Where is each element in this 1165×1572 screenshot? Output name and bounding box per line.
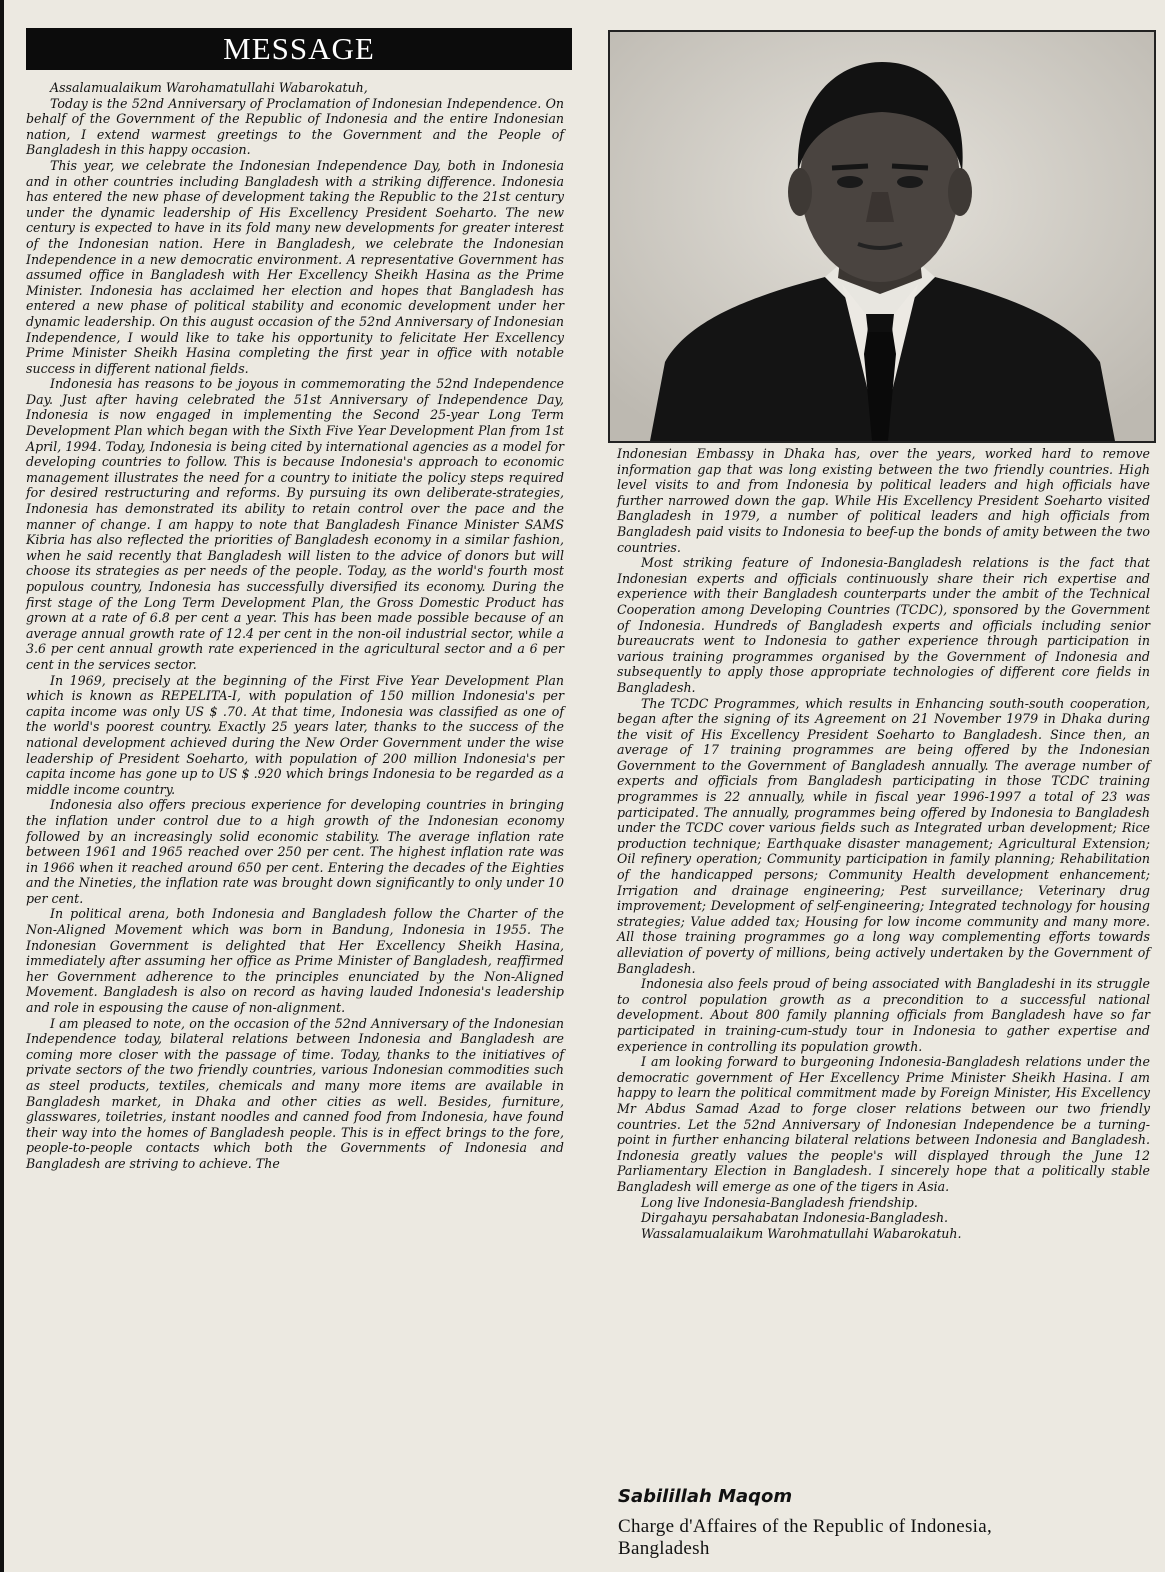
paragraph: Indonesia also feels proud of being associated with Bangladeshi in its struggle to control population growth as a precondition to a successful national development. About 800 family planning officials from Bangladesh have so far participated in training-cum-study tour in Indonesia to gather expertise and experience in controlling its population growth. xyxy=(617,976,1150,1054)
signatory-designation xyxy=(618,1516,1158,1560)
paragraph: Indonesia has reasons to be joyous in commemorating the 52nd Independence Day. Just after having celebrated the 51st Anniversary of Independence Day, Indonesia is now engaged in implementing the Second 25-year Long Term Development Plan which began with the Sixth Five Year Development Plan from 1st April, 1994. Today, Indonesia is being cited by international agencies as a model for developing countries to follow. This is because Indonesia's approach to economic management illustrates the need for a country to initiate the policy steps required for desired restructuring and reforms. By pursuing its own deliberate-strategies, Indonesia has demonstrated its ability to retain control over the pace and the manner of change. I am happy to note that Bangladesh Finance Minister SAMS Kibria has also reflected the priorities of Bangladesh economy in a similar fashion, when he said recently that Bangladesh will listen to the advice of donors but will choose its strategies as per needs of the people. Today, as the world's fourth most populous country, Indonesia has successfully diversified its economy. During the first stage of the Long Term Development Plan, the Gross Domestic Product has grown at a rate of 6.8 per cent a year. This has been made possible because of an average annual growth rate of 12.4 per cent in the non-oil industrial sector, while a 3.6 per cent annual growth rate experienced in the agricultural sector and a 6 per cent in the services sector. xyxy=(26,376,564,672)
paragraph: Assalamualaikum Warohamatullahi Wabarokatuh, xyxy=(50,80,368,95)
designation-line: Bangladesh xyxy=(618,1538,710,1559)
paragraph: The TCDC Programmes, which results in Enhancing south-south cooperation, began after the signing of its Agreement on 21 November 1979 in Dhaka during the visit of His Excellency President Soeharto to Bangladesh. Since then, an average of 17 training programmes are being offered by the Indonesian Government to the Government of Bangladesh annually. The average number of experts and officials from Bangladesh participating in those TCDC training programmes is 22 annually, while in fiscal year 1996-1997 a total of 23 was participated. The annually, programmes being offered by Indonesia to Bangladesh under the TCDC cover various fields such as Integrated urban development; Rice production technique; Earthquake disaster management; Agricultural Extension; Oil refinery operation; Community participation in family planning; Rehabilitation of the handicapped persons; Community Health development enhancement; Irrigation and drainage engineering; Pest surveillance; Veterinary drug improvement; Development of self-engineering; Integrated technology for housing strategies; Value added tax; Housing for low income community and many more. All those training programmes go a long way complementing efforts towards alleviation of poverty of millions, being actively undertaken by the Government of Bangladesh. xyxy=(617,695,1150,976)
portrait-photo xyxy=(608,30,1156,443)
signatory-name: Sabilillah Maqom xyxy=(618,1486,793,1507)
paragraph: Today is the 52nd Anniversary of Proclamation of Indonesian Independence. On behalf of the Government of the Republic of Indonesia and the entire Indonesian nation, I extend warmest greetings to the Government and the People of Bangladesh in this happy occasion. xyxy=(26,95,564,158)
paragraph: In political arena, both Indonesia and Bangladesh follow the Charter of the Non-Aligned Movement which was born in Bandung, Indonesia in 1955. The Indonesian Government is delighted that Her Excellency Sheikh Hasina, immediately after assuming her office as Prime Minister of Bangladesh, reaffirmed her Government adherence to the principles enunciated by the Non-Aligned Movement. Bangladesh is also on record as having lauded Indonesia's leadership and role in espousing the cause of non-alignment. xyxy=(26,906,564,1016)
right-column-text xyxy=(617,446,1150,1241)
paragraph: Indonesian Embassy in Dhaka has, over the years, worked hard to remove information gap that was long existing between the two friendly countries. High level visits to and from Indonesia by political leaders and high officials have further narrowed down the gap. While His Excellency President Soeharto visited Bangladesh in 1979, a number of political leaders and high officials from Bangladesh paid visits to Indonesia to beef-up the bonds of amity between the two countries. xyxy=(617,446,1150,555)
page-title: MESSAGE xyxy=(26,28,572,70)
paragraph: I am pleased to note, on the occasion of the 52nd Anniversary of the Indonesian Independence today, bilateral relations between Indonesia and Bangladesh are coming more closer with the passage of time. Today, thanks to the initiatives of private sectors of the two friendly countries, various Indonesian commodities such as steel products, textiles, chemicals and many more items are available in Bangladesh market, in Dhaka and other cities as well. Besides, furniture, glasswares, toiletries, instant noodles and canned food from Indonesia, have found their way into the homes of Bangladesh people. This is in effect brings to the fore, people-to-people contacts which both the Governments of Indonesia and Bangladesh are striving to achieve. The xyxy=(26,1015,564,1171)
closing-line: Long live Indonesia-Bangladesh friendship. xyxy=(641,1194,918,1210)
closing-line: Wassalamualaikum Warohmatullahi Wabarokatuh. xyxy=(641,1225,962,1241)
designation-line: Charge d'Affaires of the Republic of Indonesia, xyxy=(618,1516,993,1537)
closing-line: Dirgahayu persahabatan Indonesia-Bangladesh. xyxy=(641,1210,949,1226)
closing-lines xyxy=(617,1195,1150,1242)
paragraph: I am looking forward to burgeoning Indonesia-Bangladesh relations under the democratic government of Her Excellency Prime Minister Sheikh Hasina. I am happy to learn the political commitment made by Foreign Minister, His Excellency Mr Abdus Samad Azad to forge closer relations between our two friendly countries. Let the 52nd Anniversary of Indonesian Independence be a turning-point in further enhancing bilateral relations between Indonesia and Bangladesh. Indonesia greatly values the people's will displayed through the June 12 Parliamentary Election in Bangladesh. I sincerely hope that a politically stable Bangladesh will emerge as one of the tigers in Asia. xyxy=(617,1054,1150,1194)
paragraph: Most striking feature of Indonesia-Bangladesh relations is the fact that Indonesian experts and officials continuously share their rich expertise and experience with their Bangladesh counterparts under the ambit of the Technical Cooperation among Developing Countries (TCDC), sponsored by the Government of Indonesia. Hundreds of Bangladesh experts and officials including senior bureaucrats went to Indonesia to gather experience through participation in various training programmes organised by the Government of Indonesia and subsequently to apply those appropriate technologies of different core fields in Bangladesh. xyxy=(617,555,1150,695)
paragraph: Indonesia also offers precious experience for developing countries in bringing the inflation under control due to a high growth of the Indonesian economy followed by an increasingly solid economic stability. The average inflation rate between 1961 and 1965 reached over 250 per cent. The highest inflation rate was in 1966 when it reached around 650 per cent. Entering the decades of the Eighties and the Nineties, the inflation rate was brought down significantly to only under 10 per cent. xyxy=(26,797,564,906)
paragraph: In 1969, precisely at the beginning of the First Five Year Development Plan which is known as REPELITA-I, with population of 150 million Indonesia's per capita income was only US $ .70. At that time, Indonesia was classified as one of the world's poorest country. Exactly 25 years later, thanks to the success of the national development achieved during the New Order Government under the wise leadership of President Soeharto, with population of 200 million Indonesia's per capita income has gone up to US $ .920 which brings Indonesia to be regarded as a middle income country. xyxy=(26,672,564,797)
left-column-text xyxy=(26,80,564,1172)
paragraph: This year, we celebrate the Indonesian Independence Day, both in Indonesia and in other countries including Bangladesh with a striking difference. Indonesia has entered the new phase of development taking the Republic to the 21st century under the dynamic leadership of His Excellency President Soeharto. The new century is expected to have in its fold many new developments for greater interest of the Indonesian nation. Here in Bangladesh, we celebrate the Indonesian Independence in a new democratic environment. A representative Government has assumed office in Bangladesh with Her Excellency Sheikh Hasina as the Prime Minister. Indonesia has acclaimed her election and hopes that Bangladesh has entered a new phase of political stability and economic development under her dynamic leadership. On this august occasion of the 52nd Anniversary of Indonesian Independence, I would like to take his opportunity to felicitate Her Excellency Prime Minister Sheikh Hasina completing the first year in office with notable success in different national fields. xyxy=(26,157,564,376)
